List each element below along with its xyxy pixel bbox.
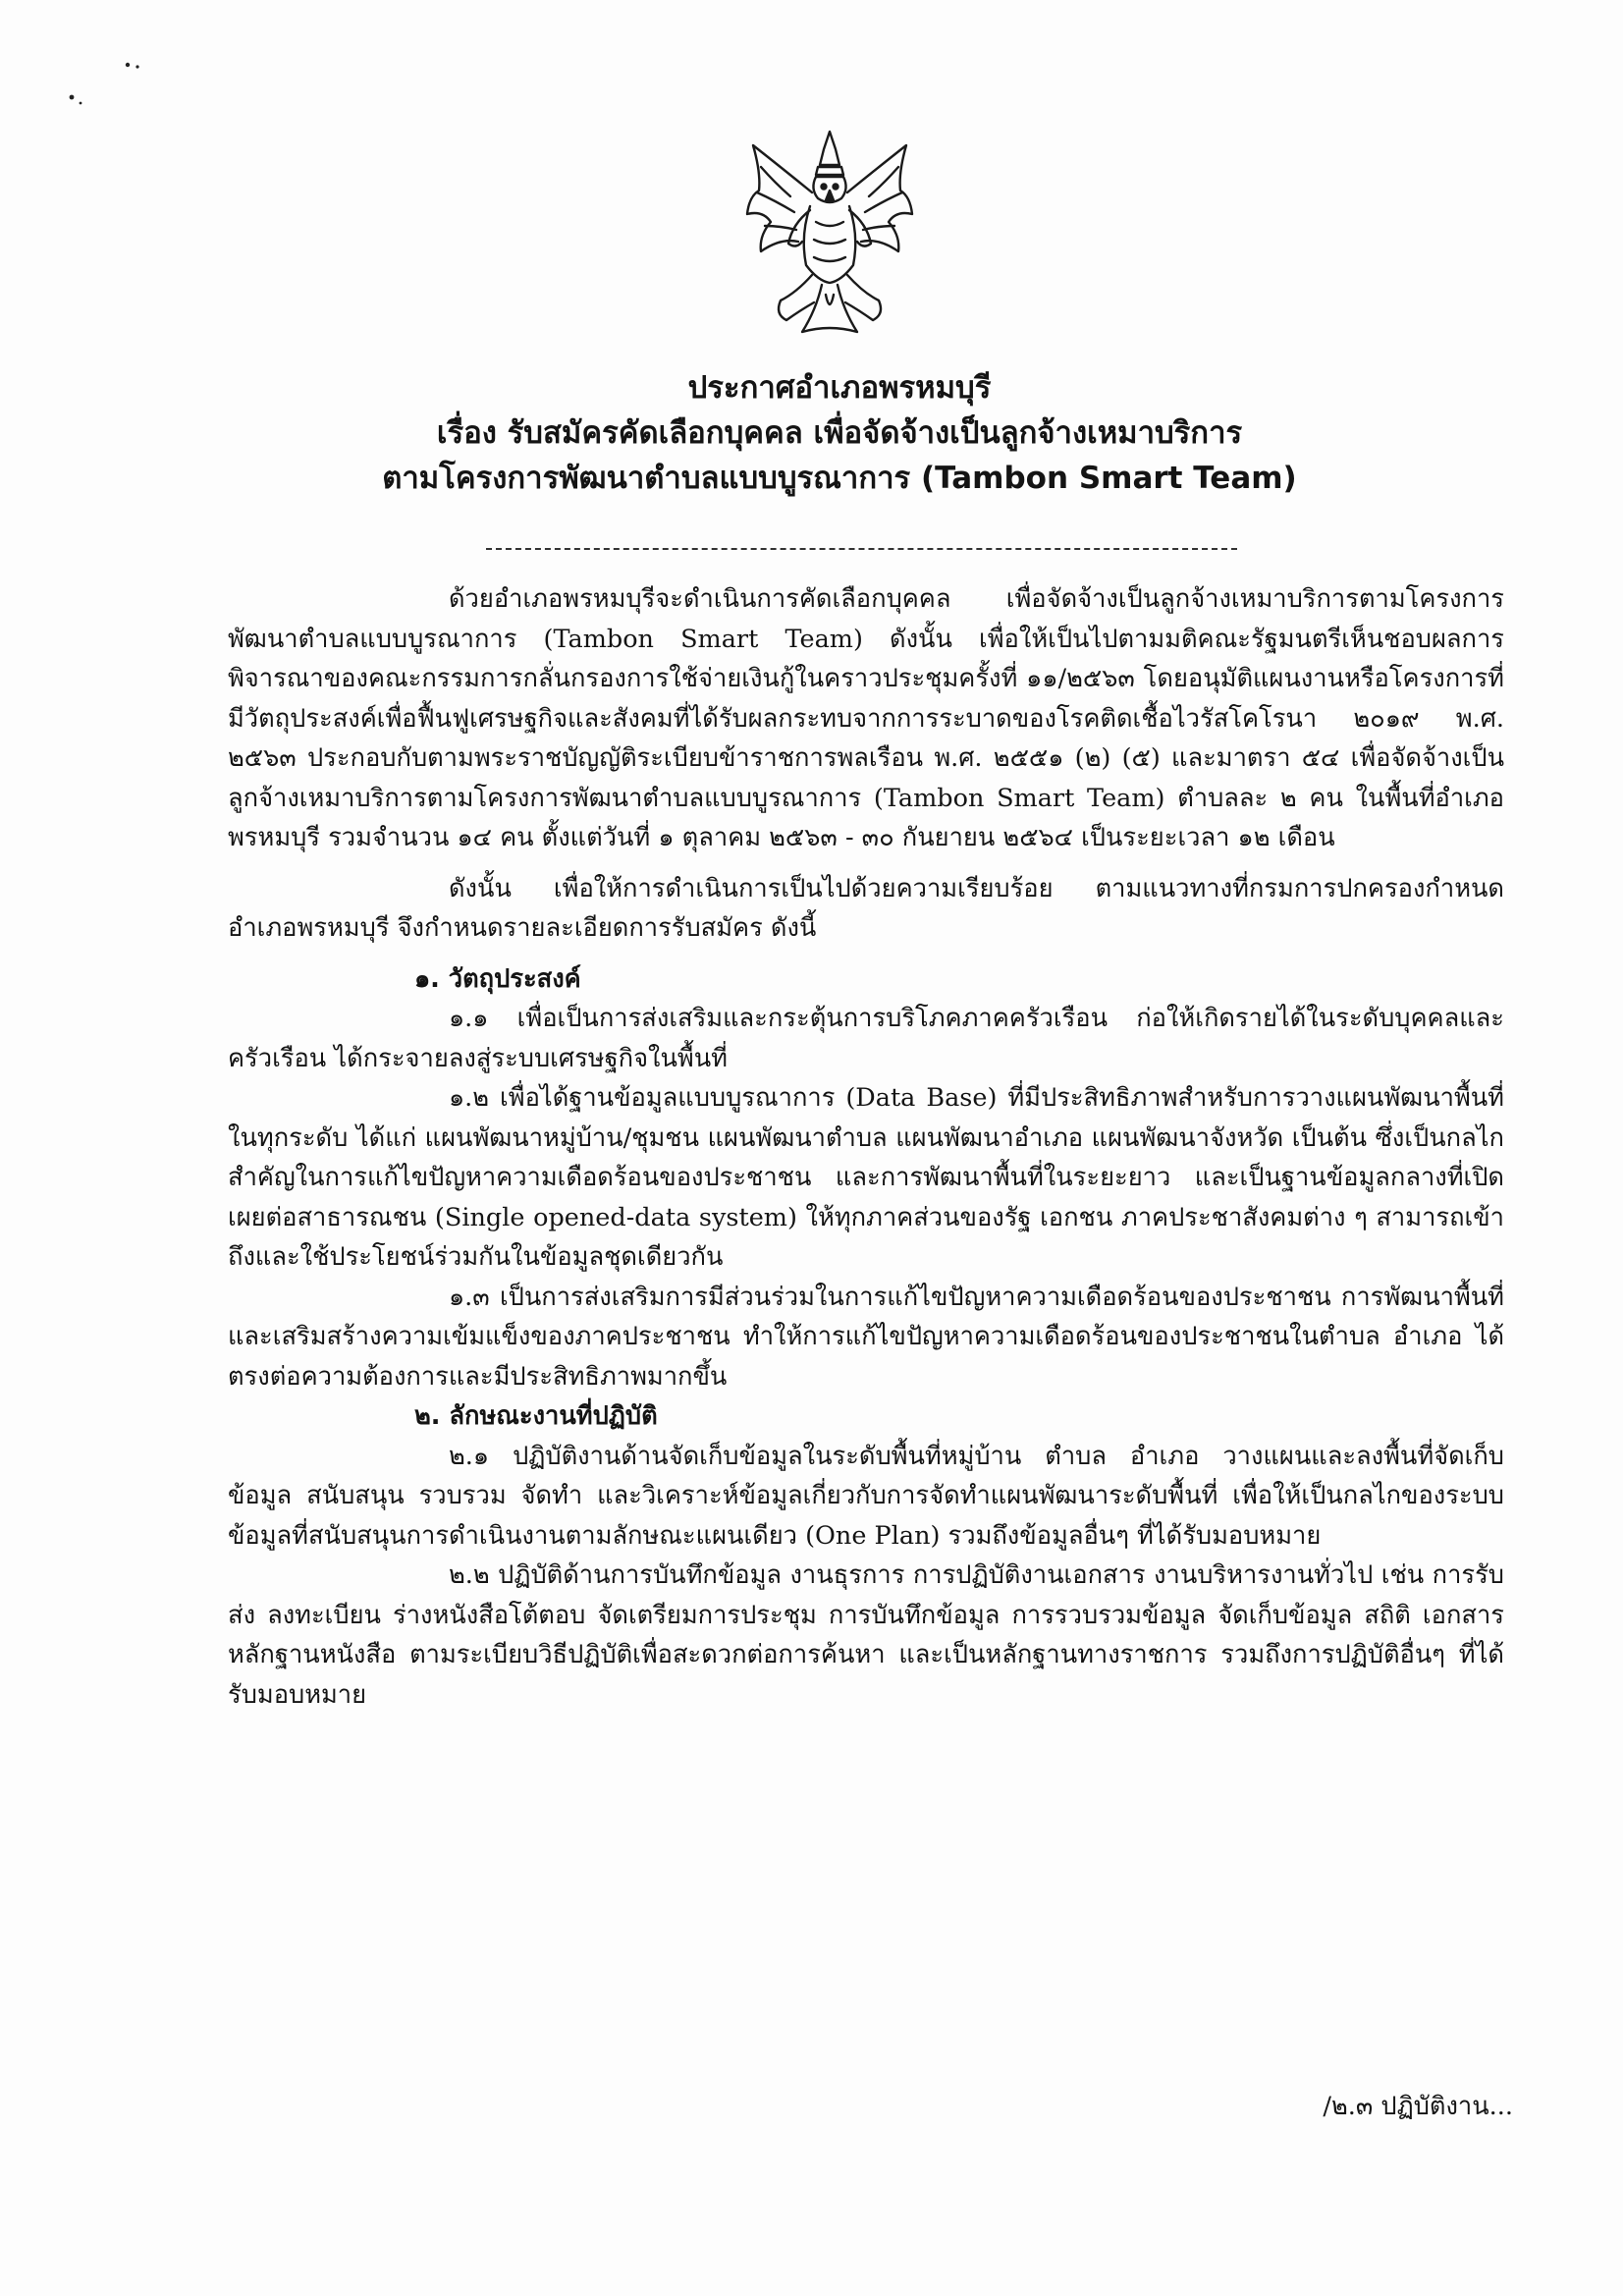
intro-paragraph-2: ดังนั้น เพื่อให้การดำเนินการเป็นไปด้วยความเรียบร้อย ตามแนวทางที่กรมการปกครองกำหนด อำเภอพรหมบุรี จึงกำหนดรายละเอียดการรับสมัคร ดังนี้ bbox=[228, 873, 1504, 943]
garuda-emblem-icon bbox=[741, 128, 918, 339]
page-continuation-marker: /๒.๓ ปฏิบัติงาน... bbox=[1323, 2092, 1513, 2121]
section-heading-duties: ๒. ลักษณะงานที่ปฏิบัติ bbox=[414, 1401, 658, 1431]
section-item-1-1: ๑.๑ เพื่อเป็นการส่งเสริมและกระตุ้นการบริโภคภาคครัวเรือน ก่อให้เกิดรายได้ในระดับบุคคลและครัวเรือน ได้กระจายลงสู่ระบบเศรษฐกิจในพื้นที่ bbox=[228, 1004, 1504, 1073]
announcement-body bbox=[228, 579, 1504, 1715]
announcement-project: ตามโครงการพัฒนาตำบลแบบบูรณาการ (Tambon Smart Team) bbox=[382, 461, 1297, 496]
announcement-title: ประกาศอำเภอพรหมบุรี bbox=[687, 370, 992, 406]
section-item-2-1: ๒.๑ ปฏิบัติงานด้านจัดเก็บข้อมูลในระดับพื้นที่หมู่บ้าน ตำบล อำเภอ วางแผนและลงพื้นที่จัดเก็บข้อมูล สนับสนุน รวบรวม จัดทำ และวิเคราะห์ข้อมูลเกี่ยวกับการจัดทำแผนพัฒนาระดับพื้นที่ เพื่อให้เป็นกลไกของระบบข้อมูลที่สนับสนุนการดำเนินงานตามลักษณะแผนเดียว (One Plan) รวมถึงข้อมูลอื่นๆ ที่ได้รับมอบหมาย bbox=[228, 1441, 1504, 1551]
scan-speck-marks bbox=[59, 54, 157, 123]
section-item-1-2: ๑.๒ เพื่อได้ฐานข้อมูลแบบบูรณาการ (Data Base) ที่มีประสิทธิภาพสำหรับการวางแผนพัฒนาพื้นที่ในทุกระดับ ได้แก่ แผนพัฒนาหมู่บ้าน/ชุมชน แผนพัฒนาตำบล แผนพัฒนาอำเภอ แผนพัฒนาจังหวัด เป็นต้น ซึ่งเป็นกลไกสำคัญในการแก้ไขปัญหาความเดือดร้อนของประชาชน และการพัฒนาพื้นที่ในระยะยาว และเป็นฐานข้อมูลกลางที่เปิดเผยต่อสาธารณชน (Single opened-data system) ให้ทุกภาคส่วนของรัฐ เอกชน ภาคประชาสังคมต่าง ๆ สามารถเข้าถึงและใช้ประโยชน์ร่วมกันในข้อมูลชุดเดียวกัน bbox=[228, 1083, 1504, 1272]
section-item-1-3: ๑.๓ เป็นการส่งเสริมการมีส่วนร่วมในการแก้ไขปัญหาความเดือดร้อนของประชาชน การพัฒนาพื้นที่ และเสริมสร้างความเข้มแข็งของภาคประชาชน ทำให้การแก้ไขปัญหาความเดือดร้อนของประชาชนในตำบล อำเภอ ได้ตรงต่อความต้องการและมีประสิทธิภาพมากขึ้น bbox=[228, 1282, 1504, 1392]
announcement-subject: เรื่อง รับสมัครคัดเลือกบุคคล เพื่อจัดจ้างเป็นลูกจ้างเหมาบริการ bbox=[436, 415, 1243, 451]
section-item-2-2: ๒.๒ ปฏิบัติด้านการบันทึกข้อมูล งานธุรการ การปฏิบัติงานเอกสาร งานบริหารงานทั่วไป เช่น การรับส่ง ลงทะเบียน ร่างหนังสือโต้ตอบ จัดเตรียมการประชุม การบันทึกข้อมูล การรวบรวมข้อมูล จัดเก็บข้อมูล สถิติ เอกสาร หลักฐานหนังสือ ตามระเบียบวิธีปฏิบัติเพื่อสะดวกต่อการค้นหา และเป็นหลักฐานทางราชการ รวมถึงการปฏิบัติอื่นๆ ที่ได้รับมอบหมาย bbox=[228, 1560, 1504, 1710]
intro-paragraph-1: ด้วยอำเภอพรหมบุรีจะดำเนินการคัดเลือกบุคคล เพื่อจัดจ้างเป็นลูกจ้างเหมาบริการตามโครงการพัฒนาตำบลแบบบูรณาการ (Tambon Smart Team) ดังนั้น เพื่อให้เป็นไปตามมติคณะรัฐมนตรีเห็นชอบผลการพิจารณาของคณะกรรมการกลั่นกรองการใช้จ่ายเงินกู้ในคราวประชุมครั้งที่ ๑๑/๒๕๖๓ โดยอนุมัติแผนงานหรือโครงการที่มีวัตถุประสงค์เพื่อฟื้นฟูเศรษฐกิจและสังคมที่ได้รับผลกระทบจากการระบาดของโรคติดเชื้อไวรัสโคโรนา ๒๐๑๙ พ.ศ. ๒๕๖๓ ประกอบกับตามพระราชบัญญัติระเบียบข้าราชการพลเรือน พ.ศ. ๒๕๕๑ (๒) (๕) และมาตรา ๕๔ เพื่อจัดจ้างเป็นลูกจ้างเหมาบริการตามโครงการพัฒนาตำบลแบบบูรณาการ (Tambon Smart Team) ตำบลละ ๒ คน ในพื้นที่อำเภอพรหมบุรี รวมจำนวน ๑๔ คน ตั้งแต่วันที่ ๑ ตุลาคม ๒๕๖๓ - ๓๐ กันยายน ๒๕๖๔ เป็นระยะเวลา ๑๒ เดือน bbox=[228, 584, 1504, 852]
section-heading-objectives: ๑. วัตถุประสงค์ bbox=[414, 963, 581, 994]
header-divider bbox=[486, 548, 1237, 550]
announcement-header bbox=[236, 365, 1443, 501]
